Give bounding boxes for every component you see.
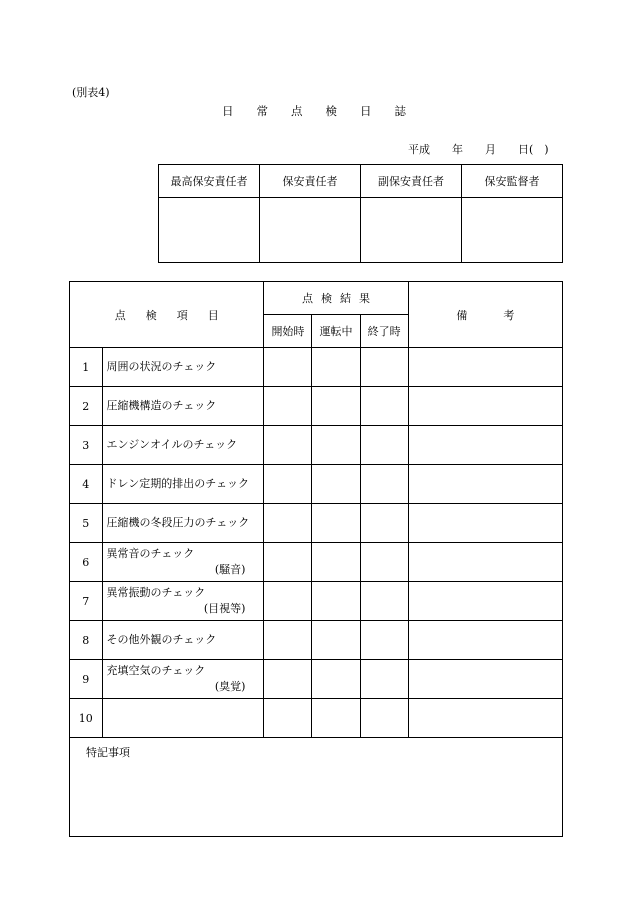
table-row bbox=[70, 582, 563, 621]
table-row bbox=[70, 660, 563, 699]
result-cell[interactable] bbox=[360, 348, 408, 387]
remarks-cell[interactable] bbox=[408, 621, 562, 660]
row-number: 8 bbox=[70, 621, 103, 660]
result-cell[interactable] bbox=[312, 504, 360, 543]
result-cell[interactable] bbox=[264, 348, 312, 387]
row-number: 2 bbox=[70, 387, 103, 426]
row-item bbox=[102, 582, 264, 621]
result-cell[interactable] bbox=[312, 387, 360, 426]
signature-box-row bbox=[159, 198, 563, 263]
table-row bbox=[70, 348, 563, 387]
row-item-label: 異常振動のチェック bbox=[106, 586, 206, 599]
page-title bbox=[222, 103, 429, 119]
remarks-header: 備 考 bbox=[408, 282, 562, 348]
row-item bbox=[102, 543, 264, 582]
row-item bbox=[102, 348, 264, 387]
date-line: 平成 年 月 日( ) bbox=[408, 143, 549, 156]
row-number: 1 bbox=[70, 348, 103, 387]
result-cell[interactable] bbox=[360, 621, 408, 660]
signature-header: 保安責任者 bbox=[260, 165, 361, 198]
result-cell[interactable] bbox=[264, 621, 312, 660]
table-row bbox=[70, 699, 563, 738]
result-cell[interactable] bbox=[264, 387, 312, 426]
signature-box[interactable] bbox=[260, 198, 361, 263]
attachment-label: (別表4) bbox=[72, 86, 110, 99]
signature-header: 最高保安責任者 bbox=[159, 165, 260, 198]
result-subheader-end: 終了時 bbox=[360, 315, 408, 348]
title-char: 検 bbox=[325, 104, 337, 118]
title-char: 点 bbox=[291, 104, 303, 118]
result-cell[interactable] bbox=[264, 504, 312, 543]
row-item-sublabel: (臭覚) bbox=[214, 680, 246, 693]
row-item-sublabel: (騒音) bbox=[214, 563, 246, 576]
row-item bbox=[102, 426, 264, 465]
result-header: 点 検 結 果 bbox=[264, 282, 408, 315]
row-item-label: ドレン定期的排出のチェック bbox=[106, 477, 249, 490]
result-cell[interactable] bbox=[312, 543, 360, 582]
row-item-label: 異常音のチェック bbox=[106, 547, 195, 560]
notes-row bbox=[70, 738, 563, 837]
table-row bbox=[70, 465, 563, 504]
header-row bbox=[70, 282, 563, 315]
row-number: 3 bbox=[70, 426, 103, 465]
remarks-cell[interactable] bbox=[408, 504, 562, 543]
row-number: 4 bbox=[70, 465, 103, 504]
signature-box[interactable] bbox=[159, 198, 260, 263]
notes-label: 特記事項 bbox=[86, 746, 130, 759]
table-row bbox=[70, 387, 563, 426]
row-number: 7 bbox=[70, 582, 103, 621]
result-subheader-start: 開始時 bbox=[264, 315, 312, 348]
signature-table bbox=[158, 164, 563, 263]
result-cell[interactable] bbox=[264, 465, 312, 504]
signature-box[interactable] bbox=[361, 198, 462, 263]
remarks-cell[interactable] bbox=[408, 660, 562, 699]
row-item-sublabel: (目視等) bbox=[203, 602, 246, 615]
table-row bbox=[70, 621, 563, 660]
result-cell[interactable] bbox=[312, 660, 360, 699]
result-cell[interactable] bbox=[312, 582, 360, 621]
row-item bbox=[102, 387, 264, 426]
result-cell[interactable] bbox=[360, 504, 408, 543]
result-cell[interactable] bbox=[360, 426, 408, 465]
row-item-label: 圧縮機構造のチェック bbox=[106, 399, 217, 412]
remarks-cell[interactable] bbox=[408, 699, 562, 738]
remarks-cell[interactable] bbox=[408, 582, 562, 621]
result-cell[interactable] bbox=[264, 699, 312, 738]
result-cell[interactable] bbox=[360, 582, 408, 621]
row-number: 5 bbox=[70, 504, 103, 543]
title-char: 日 bbox=[360, 104, 372, 118]
notes-cell[interactable] bbox=[70, 738, 563, 837]
result-cell[interactable] bbox=[264, 582, 312, 621]
title-char: 日 bbox=[222, 104, 234, 118]
row-item bbox=[102, 621, 264, 660]
table-row bbox=[70, 504, 563, 543]
inspection-table bbox=[69, 281, 563, 837]
item-header: 点 検 項 目 bbox=[70, 282, 264, 348]
row-item bbox=[102, 465, 264, 504]
remarks-cell[interactable] bbox=[408, 387, 562, 426]
remarks-cell[interactable] bbox=[408, 426, 562, 465]
result-cell[interactable] bbox=[312, 426, 360, 465]
signature-header: 副保安責任者 bbox=[361, 165, 462, 198]
row-item-label: エンジンオイルのチェック bbox=[106, 438, 238, 451]
remarks-cell[interactable] bbox=[408, 465, 562, 504]
result-cell[interactable] bbox=[360, 465, 408, 504]
row-item-label: 充填空気のチェック bbox=[106, 664, 206, 677]
row-item-label: その他外観のチェック bbox=[106, 633, 217, 646]
row-item-label: 圧縮機の冬段圧力のチェック bbox=[106, 516, 250, 529]
row-item-label: 周囲の状況のチェック bbox=[106, 360, 217, 373]
result-cell[interactable] bbox=[312, 465, 360, 504]
result-cell[interactable] bbox=[360, 699, 408, 738]
title-char: 誌 bbox=[394, 104, 406, 118]
result-cell[interactable] bbox=[264, 543, 312, 582]
remarks-cell[interactable] bbox=[408, 543, 562, 582]
table-row bbox=[70, 543, 563, 582]
row-number: 6 bbox=[70, 543, 103, 582]
result-cell[interactable] bbox=[312, 348, 360, 387]
title-char: 常 bbox=[256, 104, 268, 118]
result-cell[interactable] bbox=[264, 426, 312, 465]
result-cell[interactable] bbox=[360, 543, 408, 582]
remarks-cell[interactable] bbox=[408, 348, 562, 387]
signature-box[interactable] bbox=[462, 198, 563, 263]
result-cell[interactable] bbox=[360, 387, 408, 426]
result-cell[interactable] bbox=[312, 699, 360, 738]
row-item bbox=[102, 504, 264, 543]
row-number: 10 bbox=[70, 699, 103, 738]
signature-header-row bbox=[159, 165, 563, 198]
table-row bbox=[70, 426, 563, 465]
row-item bbox=[102, 699, 264, 738]
signature-header: 保安監督者 bbox=[462, 165, 563, 198]
result-cell[interactable] bbox=[264, 660, 312, 699]
result-cell[interactable] bbox=[360, 660, 408, 699]
result-subheader-running: 運転中 bbox=[312, 315, 360, 348]
row-item bbox=[102, 660, 264, 699]
row-number: 9 bbox=[70, 660, 103, 699]
result-cell[interactable] bbox=[312, 621, 360, 660]
